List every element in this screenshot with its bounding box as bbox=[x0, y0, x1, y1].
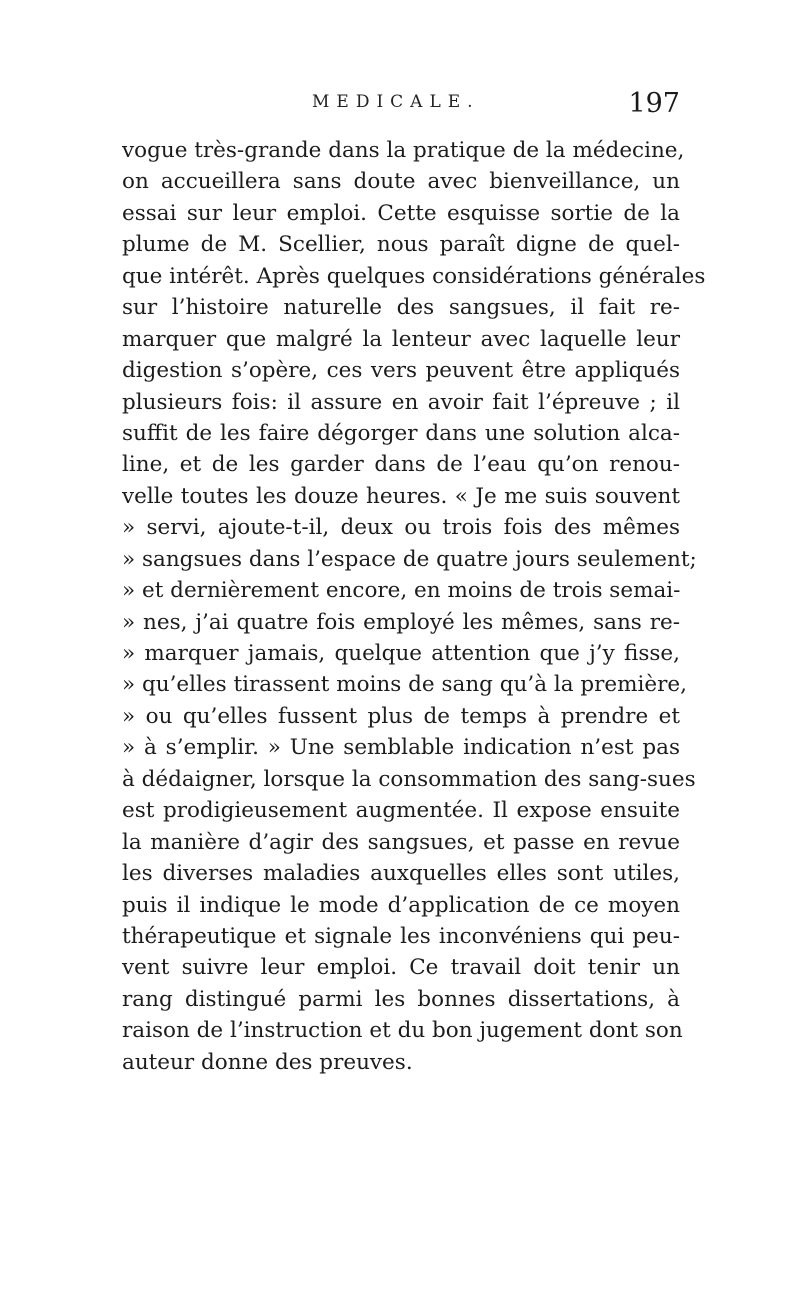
text-line: » nes, j’ai quatre fois employé les mêmes, sans re- bbox=[122, 609, 680, 635]
text-line: » ou qu’elles fussent plus de temps à prendre et bbox=[122, 703, 680, 729]
text-line: plume de M. Scellier, nous paraît digne de quel- bbox=[122, 232, 680, 258]
text-line: puis il indique le mode d’application de ce moyen bbox=[122, 892, 680, 918]
text-line: marquer que malgré la lenteur avec laquelle leur bbox=[122, 326, 680, 352]
text-line: line, et de les garder dans de l’eau qu’on renou- bbox=[122, 452, 680, 478]
text-line: rang distingué parmi les bonnes dissertations, à bbox=[122, 986, 680, 1012]
text-line: plusieurs fois: il assure en avoir fait l’épreuve ; il bbox=[122, 389, 680, 415]
text-line: la manière d’agir des sangsues, et passe en revue bbox=[122, 829, 680, 855]
text-line: raison de l’instruction et du bon jugement dont son bbox=[122, 1018, 683, 1044]
text-line: à dédaigner, lorsque la consommation des sang-sues bbox=[122, 766, 696, 792]
running-title: MEDICALE. bbox=[312, 92, 480, 112]
text-line: on accueillera sans doute avec bienveillance, un bbox=[122, 169, 680, 195]
text-line: vent suivre leur emploi. Ce travail doit tenir un bbox=[122, 955, 680, 981]
text-line: velle toutes les douze heures. « Je me suis souvent bbox=[122, 483, 680, 509]
text-line-last: auteur donne des preuves. bbox=[122, 1049, 413, 1075]
text-line: que intérêt. Après quelques considérations générales bbox=[122, 263, 706, 289]
page-number: 197 bbox=[628, 88, 680, 119]
text-line: » à s’emplir. » Une semblable indication n’est pas bbox=[122, 735, 680, 761]
text-line: essai sur leur emploi. Cette esquisse sortie de la bbox=[122, 200, 680, 226]
running-head bbox=[120, 88, 680, 122]
text-line: vogue très-grande dans la pratique de la médecine, bbox=[122, 138, 685, 163]
text-line: » qu’elles tirassent moins de sang qu’à la première, bbox=[122, 672, 687, 698]
text-line: est prodigieusement augmentée. Il expose ensuite bbox=[122, 798, 680, 824]
text-line: » marquer jamais, quelque attention que j’y fisse, bbox=[122, 641, 680, 666]
text-line: » servi, ajoute-t-il, deux ou trois fois des mêmes bbox=[122, 515, 680, 541]
text-line: thérapeutique et signale les inconvéniens qui peu- bbox=[122, 923, 680, 949]
text-line: sur l’histoire naturelle des sangsues, il fait re- bbox=[122, 295, 680, 321]
text-line: suffit de les faire dégorger dans une solution alca- bbox=[122, 420, 680, 446]
body-text bbox=[122, 135, 706, 1078]
text-line: » sangsues dans l’espace de quatre jours seulement; bbox=[122, 546, 697, 572]
text-line: les diverses maladies auxquelles elles sont utiles, bbox=[122, 861, 680, 887]
text-line: » et dernièrement encore, en moins de trois semai- bbox=[122, 578, 681, 604]
text-line: digestion s’opère, ces vers peuvent être appliqués bbox=[122, 358, 680, 384]
